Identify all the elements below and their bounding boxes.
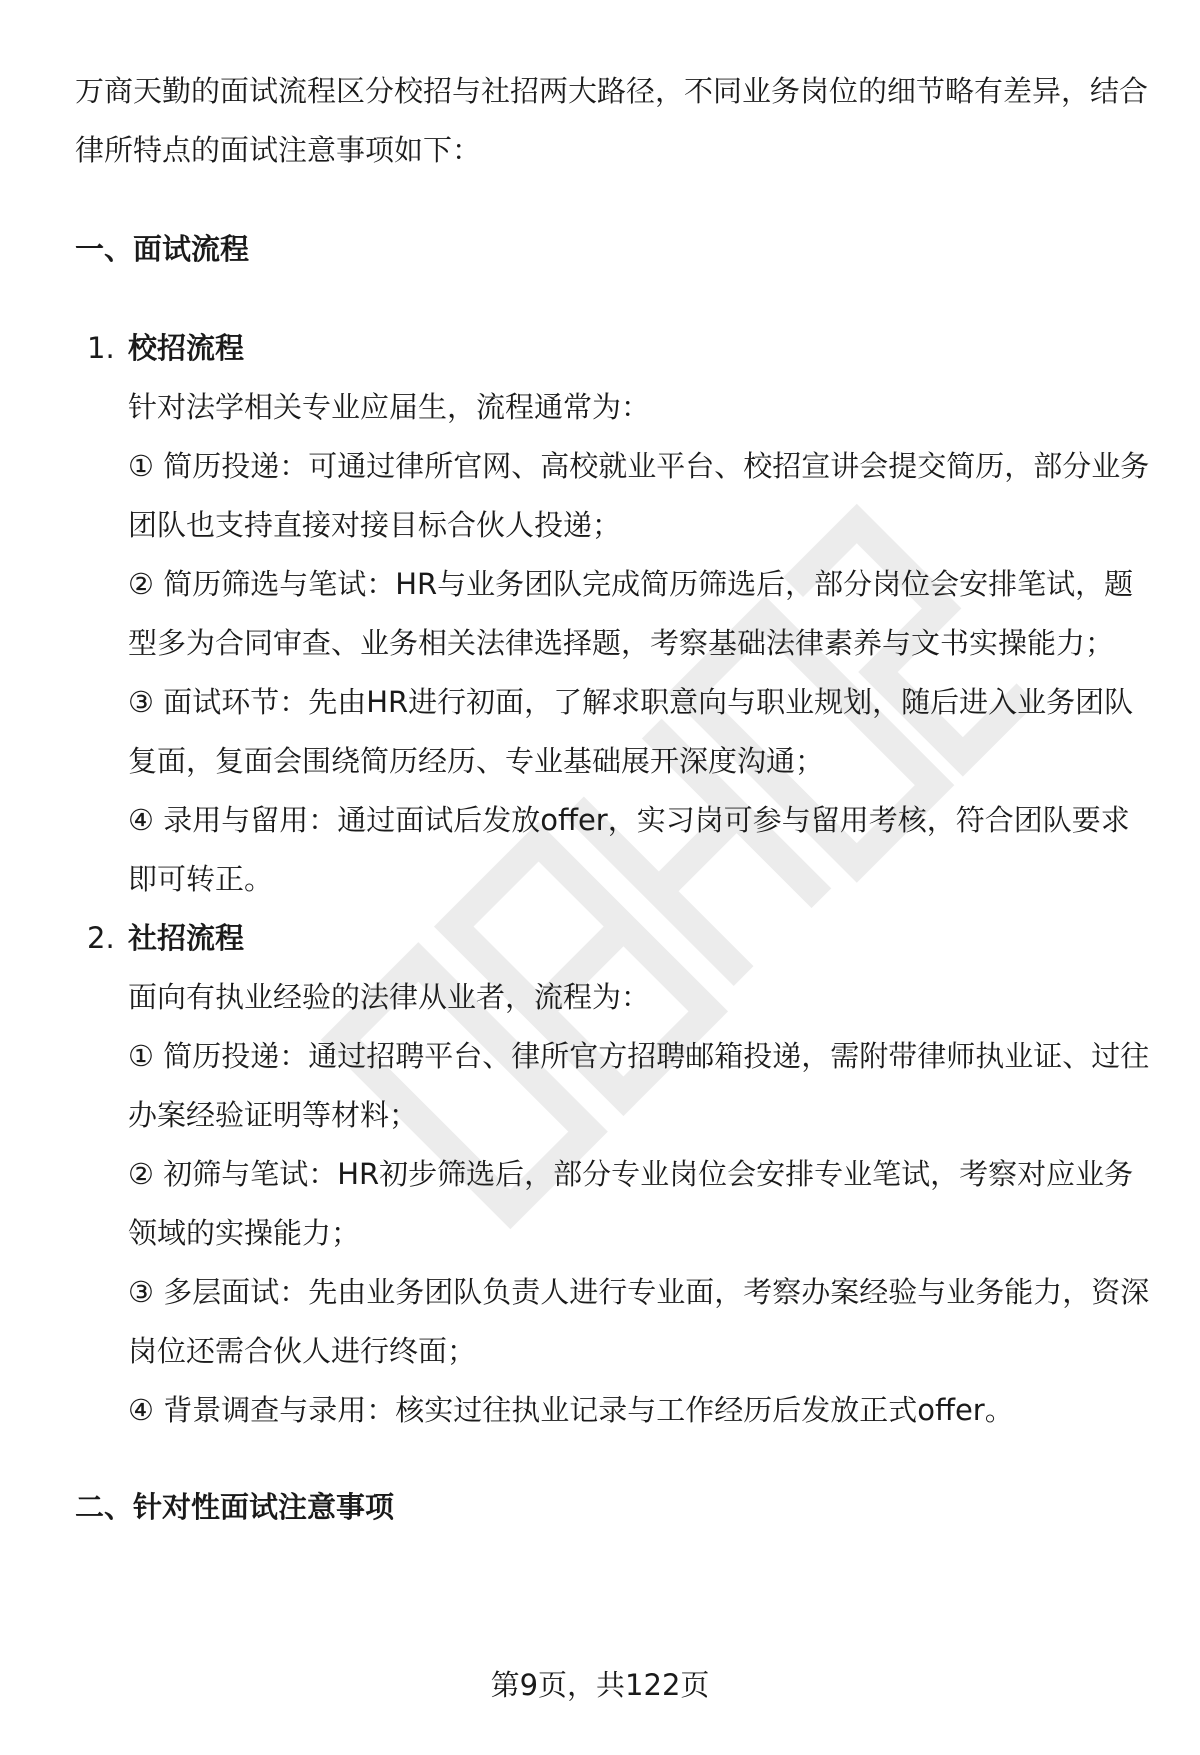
list-item-lead: 针对法学相关专业应届生，流程通常为： [128,390,651,424]
intro-paragraph: 万商天勤的面试流程区分校招与社招两大路径，不同业务岗位的细节略有差异，结合律所特点的面试注意事项如下： [75,74,1149,167]
list-item-number: 1. [87,331,115,365]
section-heading-notes: 二、针对性面试注意事项 [75,1490,395,1524]
step-paragraph: ① 简历投递：可通过律所官网、高校就业平台、校招宣讲会提交简历，部分业务团队也支持直接对接目标合伙人投递； [128,449,1150,542]
list-item-social [75,909,1155,1440]
list-item-title: 社招流程 [128,921,245,955]
list-item-title: 校招流程 [128,331,245,365]
step-paragraph: ③ 面试环节：先由HR进行初面，了解求职意向与职业规划，随后进入业务团队复面，复面会围绕简历经历、专业基础展开深度沟通； [128,685,1134,778]
document-body [75,62,1155,1537]
list-item-campus [75,319,1155,909]
step-paragraph: ④ 录用与留用：通过面试后发放offer，实习岗可参与留用考核，符合团队要求即可转正。 [128,803,1130,896]
process-list [75,319,1155,1440]
step-paragraph: ① 简历投递：通过招聘平台、律所官方招聘邮箱投递，需附带律师执业证、过往办案经验证明等材料； [128,1039,1150,1132]
step-paragraph: ④ 背景调查与录用：核实过往执业记录与工作经历后发放正式offer。 [128,1393,1014,1427]
list-item-lead: 面向有执业经验的法律从业者，流程为： [128,980,651,1014]
page-footer: 第9页，共122页 [490,1668,710,1702]
step-paragraph: ③ 多层面试：先由业务团队负责人进行专业面，考察办案经验与业务能力，资深岗位还需合伙人进行终面； [128,1275,1150,1368]
step-paragraph: ② 初筛与笔试：HR初步筛选后，部分专业岗位会安排专业笔试，考察对应业务领域的实操能力； [128,1157,1134,1250]
step-paragraph: ② 简历筛选与笔试：HR与业务团队完成简历筛选后，部分岗位会安排笔试，题型多为合同审查、业务相关法律选择题，考察基础法律素养与文书实操能力； [128,567,1134,660]
list-item-number: 2. [87,921,115,955]
section-heading-interview-process: 一、面试流程 [75,232,250,266]
